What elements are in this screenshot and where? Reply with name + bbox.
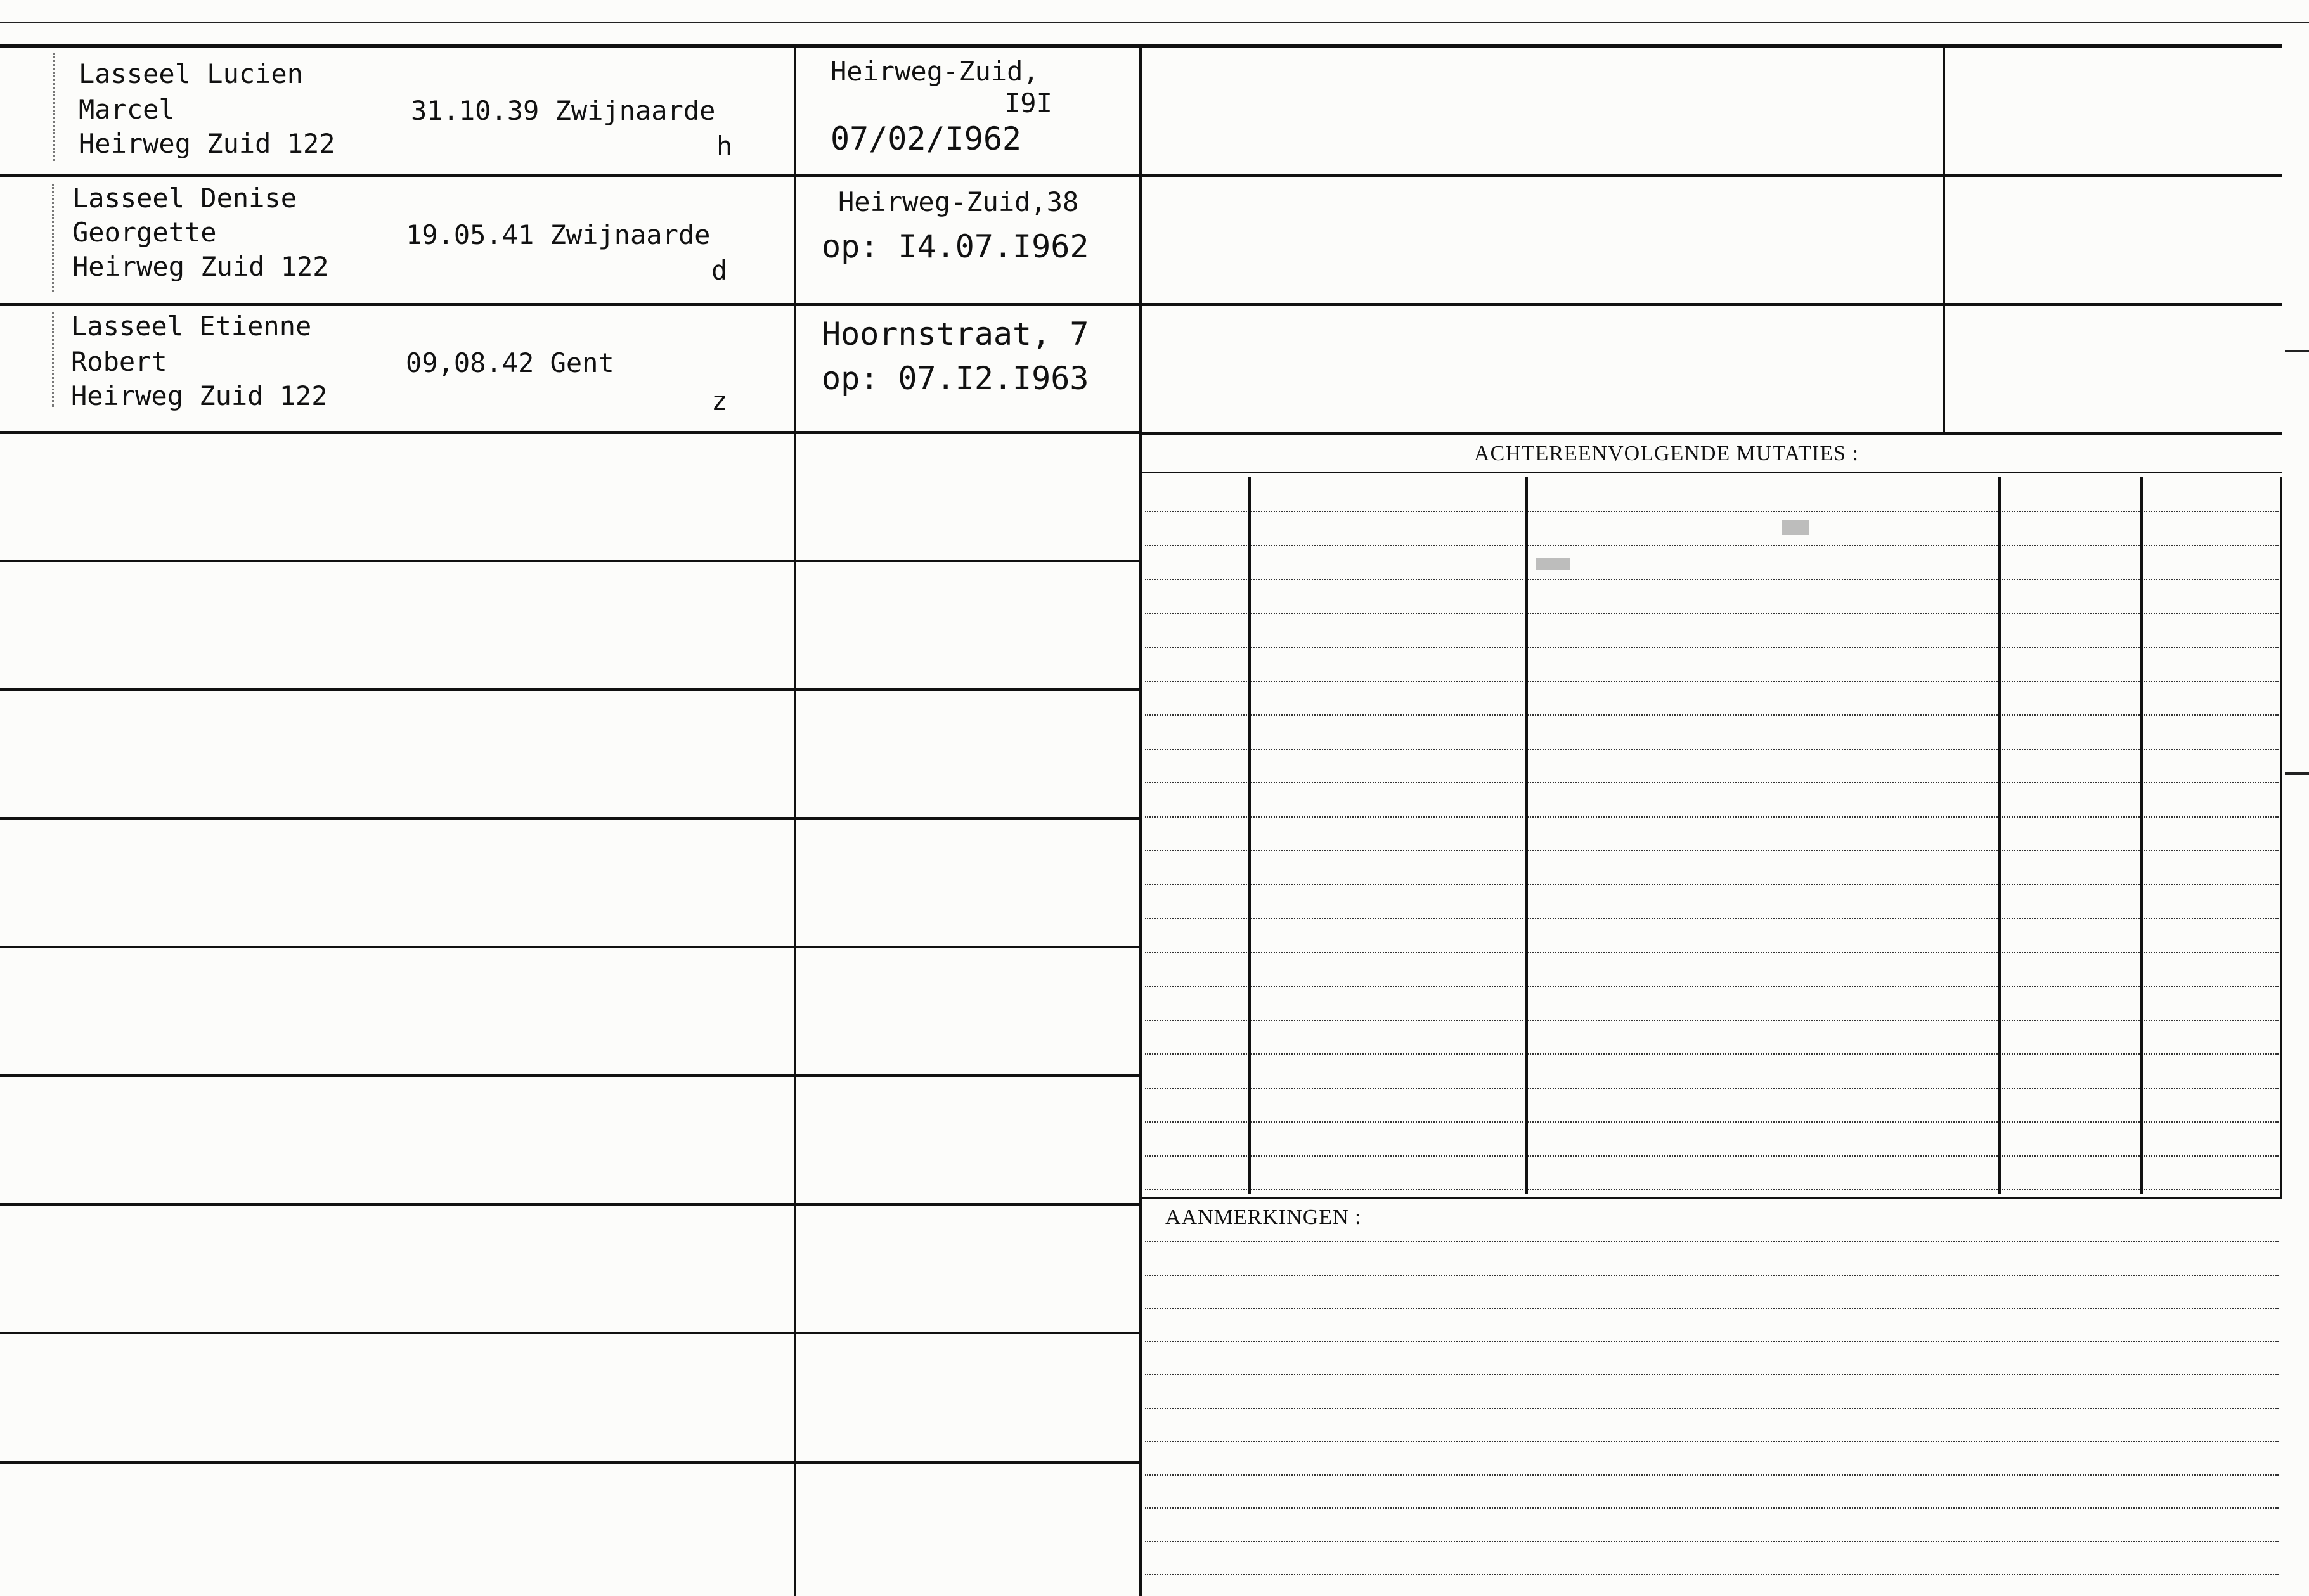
right-row-divider-2 xyxy=(1140,303,2282,306)
column-divider-right-upper xyxy=(1943,46,1945,434)
row-divider-3 xyxy=(0,431,1140,434)
mutations-ruled-line xyxy=(1145,782,2279,783)
row-divider-9 xyxy=(0,1203,1140,1206)
column-divider-move xyxy=(1139,46,1142,1596)
mutations-ruled-line xyxy=(1145,749,2279,750)
mutations-ruled-line xyxy=(1145,1155,2279,1157)
record-2-birth: 19.05.41 Zwijnaarde xyxy=(406,219,711,250)
column-divider-name xyxy=(794,46,796,1596)
mutations-ruled-line xyxy=(1145,511,2279,512)
record-1-address: Heirweg Zuid 122 xyxy=(79,128,335,159)
mutations-ruled-line xyxy=(1145,986,2279,987)
mutations-ruled-line xyxy=(1145,918,2279,919)
row-divider-10 xyxy=(0,1332,1140,1334)
mutations-ruled-line xyxy=(1145,579,2279,580)
stamp-remnant-left-3 xyxy=(52,312,56,407)
mutations-col-4 xyxy=(2140,477,2143,1194)
remarks-ruled-line xyxy=(1145,1574,2279,1575)
stamp-remnant-left-1 xyxy=(53,53,57,161)
record-3-sex-code: z xyxy=(711,385,728,416)
record-1-name-line1: Lasseel Lucien xyxy=(79,58,304,89)
record-3-move-line2: op: 07.I2.I963 xyxy=(822,360,1089,397)
margin-tick-right-2 xyxy=(2285,772,2309,775)
mutations-header-rule xyxy=(1141,472,2282,473)
remarks-ruled-line xyxy=(1145,1308,2279,1309)
row-divider-8 xyxy=(0,1074,1140,1077)
remarks-ruled-line xyxy=(1145,1408,2279,1409)
margin-tick-right-1 xyxy=(2285,350,2309,352)
remarks-ruled-line xyxy=(1145,1341,2279,1342)
record-3-name-line2: Robert xyxy=(71,346,167,377)
mutations-heading: ACHTEREENVOLGENDE MUTATIES : xyxy=(1474,442,1859,465)
record-2-address: Heirweg Zuid 122 xyxy=(72,251,329,282)
mutations-ruled-line xyxy=(1145,647,2279,648)
right-row-divider-3 xyxy=(1140,432,2282,435)
record-3-move-line1: Hoornstraat, 7 xyxy=(822,316,1089,352)
mutations-ruled-line xyxy=(1145,1020,2279,1021)
record-1-sex-code: h xyxy=(716,131,733,162)
record-3-address: Heirweg Zuid 122 xyxy=(71,380,328,411)
remarks-ruled-line xyxy=(1145,1374,2279,1375)
row-divider-1 xyxy=(0,174,1140,177)
stamp-remnant-left-2 xyxy=(52,184,56,292)
row-divider-4 xyxy=(0,560,1140,562)
row-divider-2 xyxy=(0,303,1140,306)
mutations-ruled-line xyxy=(1145,952,2279,953)
record-3-birth: 09,08.42 Gent xyxy=(406,347,614,378)
remarks-ruled-line xyxy=(1145,1275,2279,1276)
mutations-col-3 xyxy=(1998,477,2001,1194)
record-1-move-line1: Heirweg-Zuid, xyxy=(831,56,1039,87)
remarks-ruled-line xyxy=(1145,1441,2279,1442)
record-2-sex-code: d xyxy=(711,255,728,286)
ink-speck xyxy=(1782,520,1809,535)
record-2-move-line1: Heirweg-Zuid,38 xyxy=(838,186,1079,217)
record-2-name-line1: Lasseel Denise xyxy=(72,183,297,214)
remarks-ruled-line xyxy=(1145,1241,2279,1242)
remarks-ruled-line xyxy=(1145,1541,2279,1542)
ink-speck xyxy=(1536,558,1570,570)
mutations-ruled-line xyxy=(1145,1189,2279,1190)
mutations-ruled-line xyxy=(1145,1053,2279,1055)
row-divider-7 xyxy=(0,946,1140,948)
right-row-divider-1 xyxy=(1140,174,2282,177)
mutations-ruled-line xyxy=(1145,816,2279,818)
record-1-move-line3: 07/02/I962 xyxy=(831,120,1022,157)
card-top-edge xyxy=(0,22,2309,23)
record-2-move-line2: op: I4.07.I962 xyxy=(822,228,1089,265)
mutations-bottom-rule xyxy=(1141,1197,2282,1199)
record-1-name-line2: Marcel xyxy=(79,94,175,125)
remarks-ruled-line xyxy=(1145,1474,2279,1476)
remarks-ruled-line xyxy=(1145,1507,2279,1509)
mutations-ruled-line xyxy=(1145,884,2279,885)
mutations-col-1 xyxy=(1248,477,1251,1194)
mutations-ruled-line xyxy=(1145,681,2279,682)
row-divider-11 xyxy=(0,1461,1140,1464)
mutations-ruled-line xyxy=(1145,1121,2279,1123)
mutations-ruled-line xyxy=(1145,545,2279,546)
remarks-heading: AANMERKINGEN : xyxy=(1165,1206,1362,1229)
mutations-col-right xyxy=(2280,477,2282,1199)
row-divider-5 xyxy=(0,688,1140,691)
row-divider-6 xyxy=(0,817,1140,820)
mutations-col-2 xyxy=(1525,477,1528,1194)
mutations-ruled-line xyxy=(1145,850,2279,851)
mutations-ruled-line xyxy=(1145,714,2279,716)
record-1-birth: 31.10.39 Zwijnaarde xyxy=(411,95,716,126)
record-2-name-line2: Georgette xyxy=(72,217,217,248)
record-3-name-line1: Lasseel Etienne xyxy=(71,311,312,342)
record-1-move-line2: I9I xyxy=(1004,87,1052,119)
mutations-ruled-line xyxy=(1145,1088,2279,1089)
mutations-ruled-line xyxy=(1145,613,2279,614)
